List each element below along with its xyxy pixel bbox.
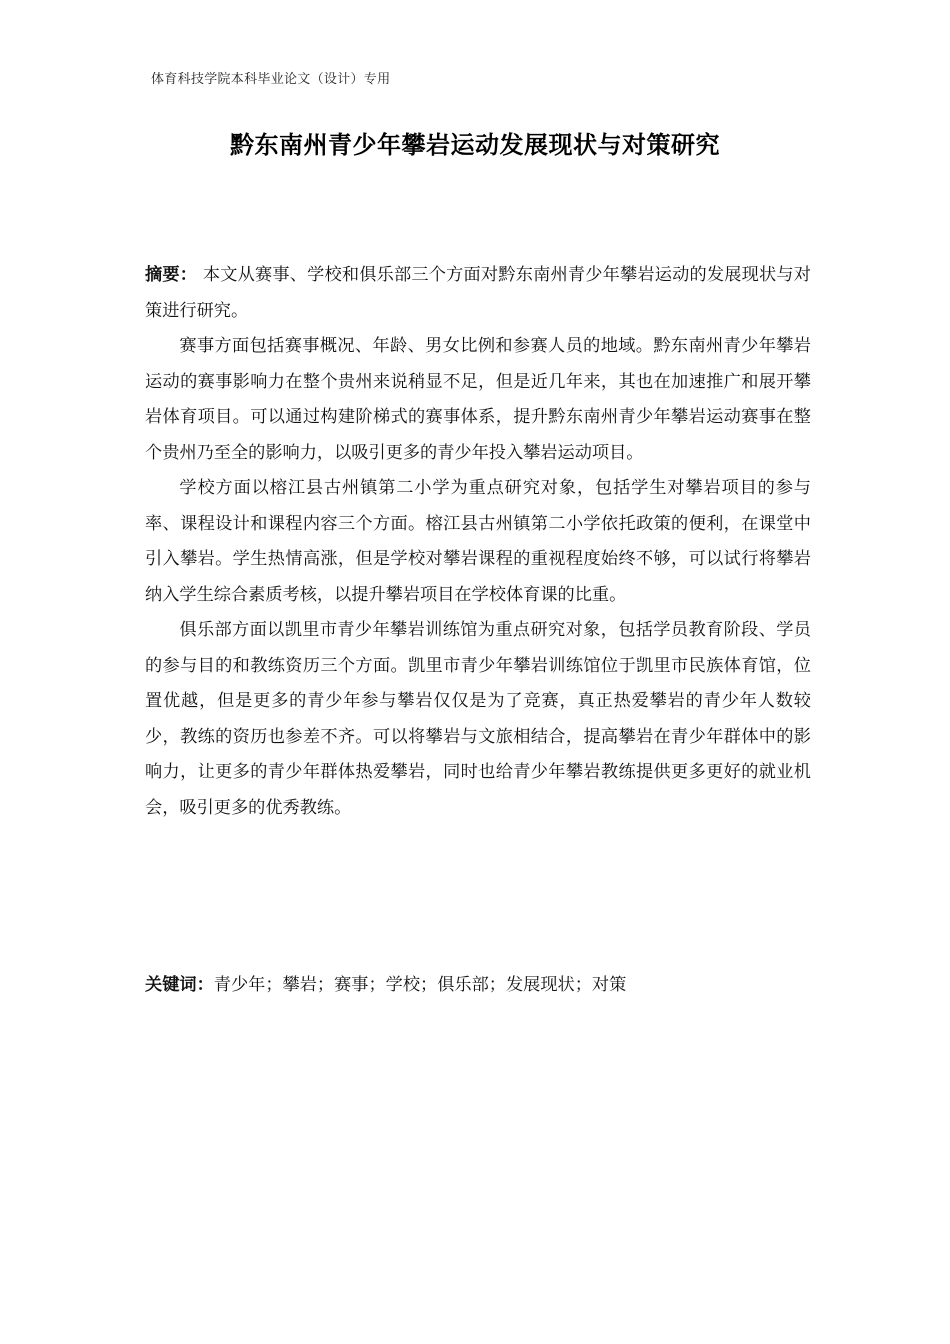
keywords-label: 关键词： [145, 975, 214, 995]
paper-title: 黔东南州青少年攀岩运动发展现状与对策研究 [230, 131, 720, 159]
abstract-paragraph-events: 赛事方面包括赛事概况、年龄、男女比例和参赛人员的地域。黔东南州青少年攀岩运动的赛事影响力在整个贵州来说稍显不足，但是近几年来，其也在加速推广和展开攀岩体育项目。可以通过构建阶梯式的赛事体系，提升黔东南州青少年攀岩运动赛事在整个贵州乃至全的影响力，以吸引更多的青少年投入攀岩运动项目。 [145, 336, 811, 463]
keywords-line [145, 968, 811, 1003]
abstract-section [145, 258, 811, 826]
running-header: 体育科技学院本科毕业论文（设计）专用 [151, 72, 391, 87]
abstract-intro-paragraph [145, 258, 811, 329]
abstract-intro-text: 本文从赛事、学校和俱乐部三个方面对黔东南州青少年攀岩运动的发展现状与对策进行研究。 [145, 265, 811, 321]
abstract-paragraph-club: 俱乐部方面以凯里市青少年攀岩训练馆为重点研究对象，包括学员教育阶段、学员的参与目的和教练资历三个方面。凯里市青少年攀岩训练馆位于凯里市民族体育馆，位置优越，但是更多的青少年参与攀岩仅仅是为了竞赛，真正热爱攀岩的青少年人数较少，教练的资历也参差不齐。可以将攀岩与文旅相结合，提高攀岩在青少年群体中的影响力，让更多的青少年群体热爱攀岩，同时也给青少年攀岩教练提供更多更好的就业机会，吸引更多的优秀教练。 [145, 620, 811, 818]
abstract-paragraph-school: 学校方面以榕江县古州镇第二小学为重点研究对象，包括学生对攀岩项目的参与率、课程设计和课程内容三个方面。榕江县古州镇第二小学依托政策的便利，在课堂中引入攀岩。学生热情高涨，但是学校对攀岩课程的重视程度始终不够，可以试行将攀岩纳入学生综合素质考核，以提升攀岩项目在学校体育课的比重。 [145, 478, 811, 605]
keywords-text: 青少年；攀岩；赛事；学校；俱乐部；发展现状；对策 [213, 975, 627, 995]
abstract-label: 摘要： [145, 265, 198, 285]
